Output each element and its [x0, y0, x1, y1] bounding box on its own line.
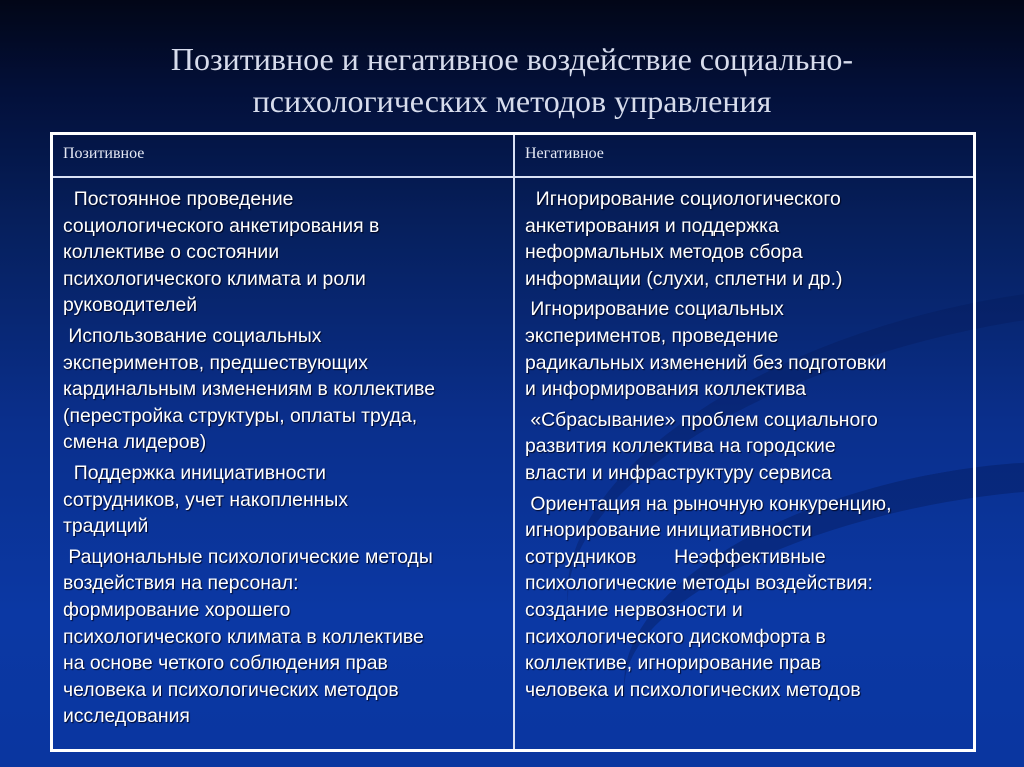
text-line: психологические методы воздействия: — [525, 572, 873, 595]
text-line: человека и психологических методов — [525, 678, 861, 701]
column-header-negative: Негативное — [515, 135, 973, 178]
text-line: информации (слухи, сплетни и др.) — [525, 267, 843, 290]
positive-column — [53, 178, 515, 749]
text-line: власти и инфраструктуру сервиса — [525, 461, 832, 484]
comparison-table — [50, 132, 976, 752]
text-line: психологического климата и роли — [63, 267, 366, 290]
slide-title-line: психологических методов управления — [252, 83, 772, 119]
text-line: (перестройка структуры, оплаты труда, — [63, 404, 418, 427]
text-line: коллективе, игнорирование прав — [525, 652, 822, 675]
text-line: психологического климата в коллективе — [63, 625, 424, 648]
text-line: Использование социальных — [63, 324, 322, 347]
text-line: сотрудников Неэффективные — [525, 545, 826, 568]
text-line: «Сбрасывание» проблем социального — [525, 408, 878, 431]
slide-title — [0, 38, 1024, 122]
text-line: традиций — [63, 515, 149, 538]
positive-item — [63, 544, 507, 730]
text-line: анкетирования и поддержка — [525, 214, 779, 237]
positive-item — [63, 460, 507, 540]
text-line: создание нервозности и — [525, 598, 743, 621]
text-line: сотрудников, учет накопленных — [63, 488, 349, 511]
text-line: кардинальным изменениям в коллективе — [63, 378, 435, 401]
negative-item — [525, 491, 967, 704]
text-line: психологического дискомфорта в — [525, 625, 826, 648]
text-line: социологического анкетирования в — [63, 214, 380, 237]
positive-item — [63, 323, 507, 456]
negative-column — [515, 178, 973, 749]
text-line: коллективе о состоянии — [63, 241, 280, 264]
text-line: игнорирование инициативности — [525, 519, 812, 542]
text-line: человека и психологических методов — [63, 678, 399, 701]
positive-item — [63, 186, 507, 319]
text-line: Постоянное проведение — [63, 188, 294, 210]
text-line: Ориентация на рыночную конкуренцию, — [525, 492, 892, 515]
negative-item — [525, 186, 967, 292]
text-line: неформальных методов сбора — [525, 241, 803, 264]
text-line: руководителей — [63, 294, 198, 317]
text-line: смена лидеров) — [63, 431, 207, 454]
text-line: Рациональные психологические методы — [63, 545, 433, 568]
text-line: Игнорирование социальных — [525, 298, 784, 321]
text-line: развития коллектива на городские — [525, 435, 836, 458]
text-line: экспериментов, предшествующих — [63, 351, 369, 374]
text-line: Игнорирование социологического — [525, 188, 841, 210]
negative-item — [525, 296, 967, 402]
text-line: и информирования коллектива — [525, 378, 807, 401]
negative-item — [525, 407, 967, 487]
text-line: формирование хорошего — [63, 598, 291, 621]
text-line: радикальных изменений без подготовки — [525, 351, 887, 374]
text-line: воздействия на персонал: — [63, 572, 299, 595]
text-line: экспериментов, проведение — [525, 324, 779, 347]
text-line: на основе четкого соблюдения прав — [63, 652, 388, 675]
column-header-positive: Позитивное — [53, 135, 515, 178]
text-line: Поддержка инициативности — [63, 461, 326, 484]
slide-title-line: Позитивное и негативное воздействие социально- — [170, 41, 854, 77]
text-line: исследования — [63, 705, 190, 728]
